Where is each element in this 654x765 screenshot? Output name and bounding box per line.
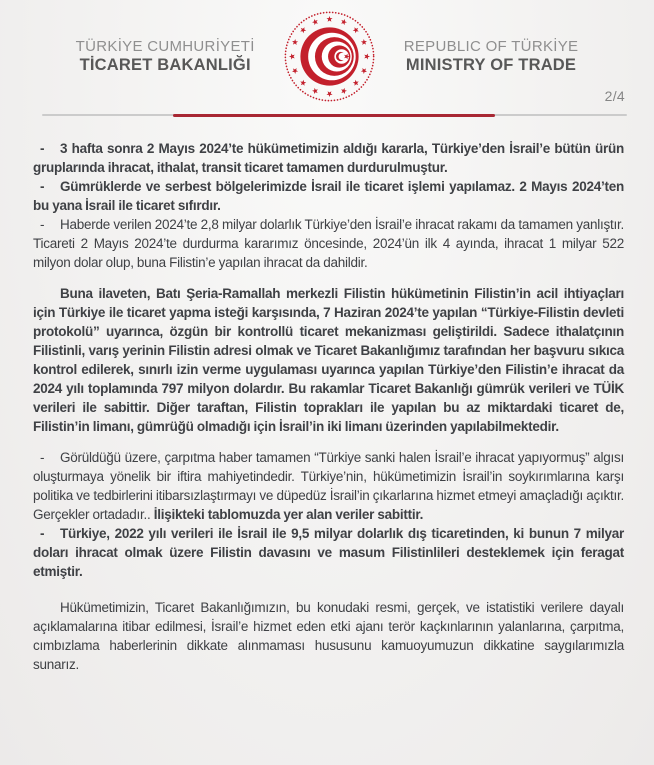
bullet-dash: - bbox=[40, 141, 45, 156]
paragraph-customs-zero-trade bbox=[33, 177, 624, 215]
ministry-title-en-line1: REPUBLIC OF TÜRKİYE bbox=[403, 38, 579, 55]
paragraph-text: Gümrüklerde ve serbest bölgelerimizde İsrail ile ticaret işlemi yapılamaz. 2 Mayıs 2024’ten bu yana İsrail ile ticaret sıfırdır. bbox=[33, 179, 624, 213]
ministry-title-english bbox=[404, 38, 579, 75]
paragraph-distortion-claim bbox=[33, 448, 624, 524]
paragraph-text: Görüldüğü üzere, çarpıtma haber tamamen “Türkiye sanki halen İsrail’e ihracat yapıyormuş” algısı oluşturmaya yönelik bir iftira mahiyetindedir. Türkiye’nin, hükümetimizin İsrail’in soykırımlarına karşı politika ve tedbirlerini itibarsızlaştırmayı ve düpedüz İsrail’in çıkarlarına hizmet etmeyi amaçladığı açıktır. Gerçekler ortadadır.. bbox=[33, 450, 624, 522]
page-number: 2/4 bbox=[604, 88, 625, 104]
paragraph-palestine-protocol bbox=[33, 284, 624, 436]
bullet-dash: - bbox=[40, 179, 45, 194]
paragraph-export-halted bbox=[33, 139, 624, 177]
paragraph-closing-statement bbox=[33, 598, 624, 674]
bullet-dash: - bbox=[40, 526, 45, 541]
ministry-title-tr-line1: TÜRKİYE CUMHURİYETİ bbox=[75, 38, 255, 55]
paragraph-text: 3 hafta sonra 2 Mayıs 2024’te hükümetimizin aldığı kararla, Türkiye’den İsrail’e bütün ürün gruplarında ihracat, ithalat, transit ticaret tamamen durdurulmuştur. bbox=[33, 141, 624, 175]
bullet-dash: - bbox=[40, 450, 45, 465]
letterhead bbox=[0, 0, 654, 105]
ministry-title-en-line2: MINISTRY OF TRADE bbox=[405, 56, 577, 74]
paragraph-bold-tail: İlişikteki tablomuzda yer alan veriler sabittir. bbox=[153, 507, 424, 522]
ministry-title-tr-line2: TİCARET BAKANLIĞI bbox=[79, 56, 251, 74]
paragraph-text: Türkiye, 2022 yılı verileri ile İsrail ile 9,5 milyar dolarlık dış ticaretinden, ki bunun 7 milyar doları ihracat olmak üzere Filistin davasını ve masum Filistinlileri desteklemek için feragat etmiştir. bbox=[33, 526, 624, 579]
paragraph-text: Haberde verilen 2024’te 2,8 milyar dolarlık Türkiye’den İsrail’e ihracat rakamı da tamamen yanlıştır. Ticareti 2 Mayıs 2024’te durdurma kararımız öncesinde, 2024’ün ilk 4 ayında, ihracat 1 milyar 522 milyon dolar olup, buna Filistin’e yapılan ihracat da dahildir. bbox=[33, 217, 624, 270]
paragraph-text: Buna ilaveten, Batı Şeria-Ramallah merkezli Filistin hükümetinin Filistin’in acil ihtiyaçları için Türkiye ile ticaret yapma isteği karşısında, 7 Haziran 2024’te yapılan “Türkiye-Filistin devleti protokolü” uyarınca, özgün bir kontrollü ticaret mekanizması geliştirildi. Sadece ithalatçının Filistinli, varış yerinin Filistin adresi olmak ve Ticaret Bakanlığımız tarafından her başvuru sıkıca kontrol edilerek, sınırlı izin verme uygulaması uyarınca yapılan Türkiye’den Filistin’e ihracat da 2024 yılı toplamında 797 milyon dolardır. Bu rakamlar Ticaret Bakanlığı gümrük verileri ve TÜİK verileri ile sabittir. Diğer taraftan, Filistin toprakları ile yapılan bu az miktardaki ticaret de, Filistin’in limanı, gümrüğü olmadığı için İsrail’in iki limanı üzerinden yapılabilmektedir. bbox=[33, 286, 624, 434]
paragraph-2022-trade-waiver bbox=[33, 524, 624, 581]
paragraph-wrong-export-figure bbox=[33, 215, 624, 272]
separator-red-segment bbox=[173, 114, 495, 117]
separator-line bbox=[42, 114, 627, 116]
ministry-of-trade-emblem-icon bbox=[281, 8, 378, 105]
paragraph-text: Hükümetimizin, Ticaret Bakanlığımızın, bu konudaki resmi, gerçek, ve istatistiki verilere dayalı açıklamalarına itibar edilmesi, İsrail’e hizmet eden etki ajanı terör kaçkınlarının yalanlarına, çarpıtma, cımbızlama haberlerinin dikkate alınmaması hususunu kamuoyumuzun dikkatine saygılarımızla sunarız. bbox=[33, 600, 624, 672]
bullet-dash: - bbox=[40, 217, 45, 232]
press-release-body bbox=[33, 139, 624, 674]
ministry-title-turkish bbox=[76, 38, 255, 75]
